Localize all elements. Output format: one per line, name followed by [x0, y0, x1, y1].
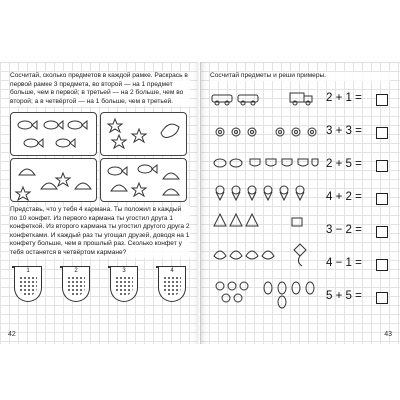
pocket-number: 4	[170, 268, 174, 274]
ice-cream-icon	[296, 186, 304, 200]
cup-icon	[266, 159, 276, 166]
pocket-number: 3	[122, 268, 126, 274]
cup-icon	[250, 159, 260, 166]
candies-icon	[19, 276, 37, 296]
flower-icon	[248, 128, 256, 136]
teapot-icon	[214, 159, 226, 167]
answer-box-3[interactable]	[376, 160, 388, 172]
apple-icon	[222, 294, 230, 302]
book-spread	[0, 62, 400, 344]
answer-box-1[interactable]	[376, 94, 388, 106]
tree-icon	[246, 214, 258, 226]
flower-icon	[276, 128, 284, 136]
answer-box-6[interactable]	[376, 259, 388, 271]
pear-icon	[278, 282, 286, 294]
fish-icon	[11, 113, 96, 155]
teapot-icon	[230, 159, 242, 167]
counting-pictures	[210, 86, 320, 322]
tree-icon	[214, 214, 226, 226]
cup-icon	[282, 159, 292, 166]
ice-cream-icon	[248, 186, 256, 200]
pocket-2	[62, 267, 90, 302]
example-2: 3 + 3 =	[326, 125, 362, 137]
cup-icon	[312, 159, 318, 166]
leaf-icon	[214, 251, 226, 259]
leaf-icon	[246, 251, 258, 259]
picture-frame-1	[10, 112, 97, 156]
example-5: 3 − 2 =	[326, 224, 362, 236]
apple-icon	[234, 294, 242, 302]
answer-box-5[interactable]	[376, 226, 388, 238]
answer-box-7[interactable]	[376, 292, 388, 304]
cup-icon	[298, 159, 308, 166]
answer-box-2[interactable]	[376, 127, 388, 139]
pear-icon	[264, 282, 272, 294]
ice-cream-icon	[264, 186, 272, 200]
tree-icon	[230, 214, 242, 226]
flower-icon	[216, 128, 224, 136]
picture-frame-3	[10, 158, 97, 202]
example-6: 4 − 1 =	[326, 257, 362, 269]
example-4: 4 + 2 =	[326, 191, 362, 203]
apple-icon	[240, 282, 248, 290]
answer-box-4[interactable]	[376, 193, 388, 205]
pear-icon	[278, 296, 286, 308]
apple-icon	[228, 282, 236, 290]
examples-task-text: Сосчитай предметы и реши примеры.	[210, 72, 390, 81]
apple-icon	[216, 282, 224, 290]
ice-cream-icon	[216, 186, 224, 200]
pocket-task-text: Представь, что у тебя 4 кармана. Ты положил в каждый по 10 конфет. Из первого кармана ты угостил друга 1 конфеткой. Из второго кармана ты угостил другого друга 2 конфетками. И каждый раз ты угощал друзей, доводя на 1 конфету больше, чем в прошлый раз. Сколько конфет у тебя останется в четвёртом кармане?	[10, 206, 190, 256]
ice-cream-icon	[232, 186, 240, 200]
example-3: 2 + 5 =	[326, 158, 362, 170]
ice-cream-icon	[280, 186, 288, 200]
shell-icon	[11, 159, 96, 201]
flower-icon	[292, 128, 300, 136]
candies-icon	[115, 276, 133, 296]
car-icon	[212, 95, 232, 105]
leaf-icon	[230, 251, 242, 259]
leaf-icon	[262, 251, 274, 259]
page-number-left: 42	[8, 331, 16, 338]
pocket-1	[14, 267, 42, 302]
page-number-right: 43	[384, 331, 392, 338]
right-page	[200, 62, 400, 344]
stump-icon	[292, 218, 302, 226]
candies-icon	[67, 276, 85, 296]
truck-icon	[290, 93, 312, 105]
kite-icon	[294, 244, 306, 266]
pocket-number: 2	[74, 268, 78, 274]
pocket-4	[158, 267, 186, 302]
fish-shell-icon	[101, 159, 186, 201]
example-1: 2 + 1 =	[326, 92, 362, 104]
picture-frame-4	[100, 158, 187, 202]
candies-icon	[163, 276, 181, 296]
picture-frame-2	[100, 112, 187, 156]
example-7: 5 + 5 =	[326, 290, 362, 302]
pear-icon	[306, 282, 314, 294]
flower-icon	[232, 128, 240, 136]
car-icon	[238, 95, 258, 105]
counting-task-text: Сосчитай, сколько предметов в каждой рамке. Раскрась в первой рамке 3 предмета, во второй — на 1 предмет больше, чем в первой; в третьей — на 2 больше, чем во второй; а в четвёртой — на 1 больше, чем в третьей.	[10, 72, 190, 106]
flower-icon	[308, 128, 316, 136]
starfish-icon	[101, 113, 186, 155]
pear-icon	[292, 282, 300, 294]
pocket-number: 1	[26, 268, 30, 274]
left-page	[0, 62, 200, 344]
pocket-3	[110, 267, 138, 302]
